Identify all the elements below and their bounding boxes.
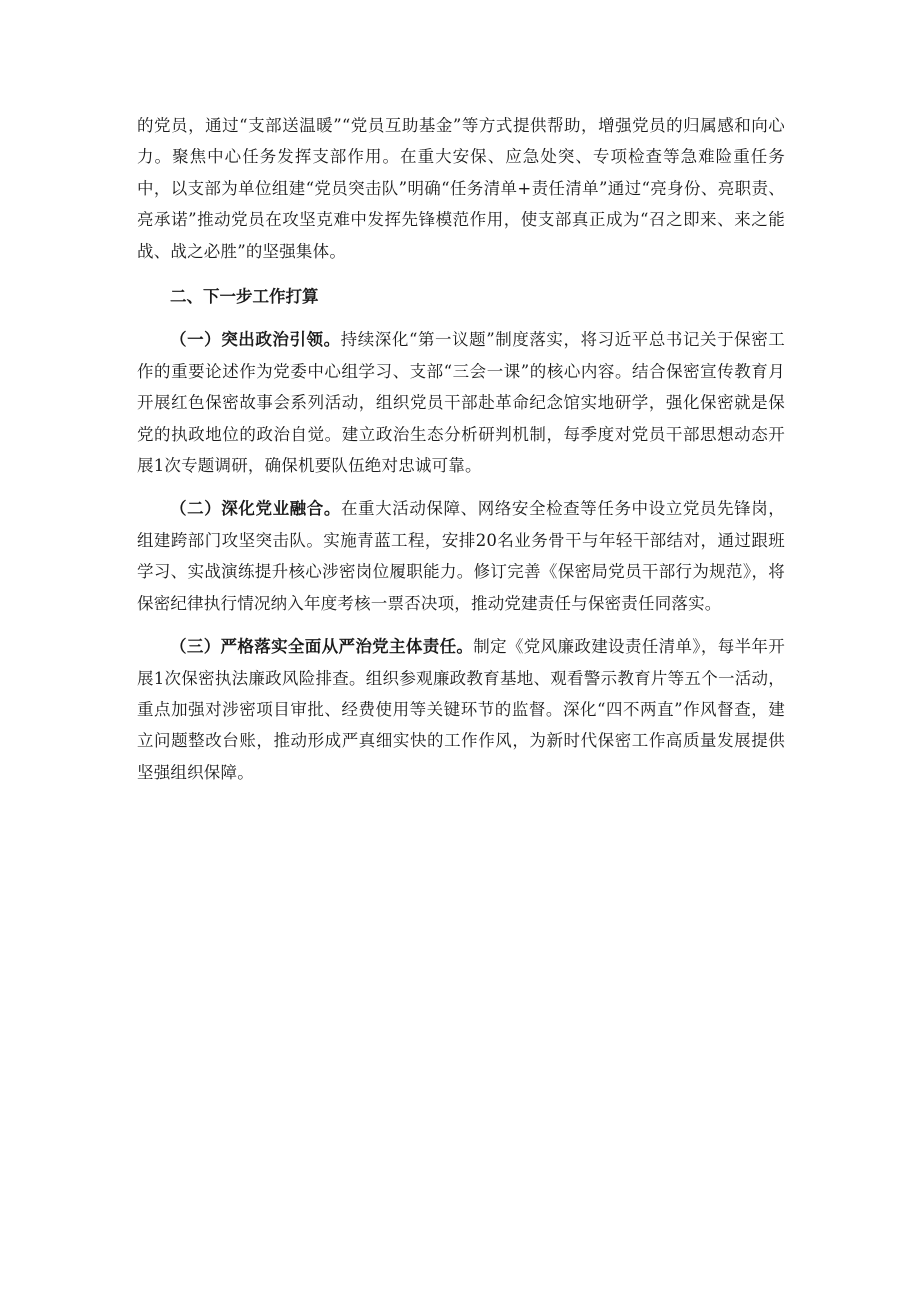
item-body-3: 制定《党风廉政建设责任清单》，每半年开展1次保密执法廉政风险排查。组织参观廉政教育基地、观看警示教育片等五个一活动，重点加强对涉密项目审批、经费使用等关键环节的监督。深化“四不两直”作风督查，建立问题整改台账，推动形成严真细实快的工作作风，为新时代保密工作高质量发展提供坚强组织保障。 bbox=[137, 637, 785, 782]
item-title-3: （三）严格落实全面从严治党主体责任。 bbox=[170, 637, 474, 657]
intro-paragraph: 的党员，通过“支部送温暖”“党员互助基金”等方式提供帮助，增强党员的归属感和向心力。聚焦中心任务发挥支部作用。在重大安保、应急处突、专项检查等急难险重任务中，以支部为单位组建“党员突击队”明确“任务清单+责任清单”通过“亮身份、亮职责、亮承诺”推动党员在攻坚克难中发挥先锋模范作用，使支部真正成为“召之即来、来之能战、战之必胜”的坚强集体。 bbox=[137, 116, 785, 261]
item-body-2: 在重大活动保障、网络安全检查等任务中设立党员先锋岗，组建跨部门攻坚突击队。实施青蓝工程，安排20名业务骨干与年轻干部结对，通过跟班学习、实战演练提升核心涉密岗位履职能力。修订完善《保密局党员干部行为规范》，将保密纪律执行情况纳入年度考核一票否决项，推动党建责任与保密责任同落实。 bbox=[137, 499, 786, 613]
item-paragraph-2 bbox=[137, 493, 785, 619]
document-page bbox=[137, 110, 785, 788]
section-heading: 二、下一步工作打算 bbox=[170, 287, 319, 307]
item-title-2: （二）深化党业融合。 bbox=[170, 499, 341, 519]
item-title-1: （一）突出政治引领。 bbox=[170, 330, 341, 350]
item-paragraph-3 bbox=[137, 631, 785, 788]
item-body-1: 持续深化“第一议题”制度落实，将习近平总书记关于保密工作的重要论述作为党委中心组学习、支部“三会一课”的核心内容。结合保密宣传教育月开展红色保密故事会系列活动，组织党员干部赴革命纪念馆实地研学，强化保密就是保党的执政地位的政治自觉。建立政治生态分析研判机制，每季度对党员干部思想动态开展1次专题调研，确保机要队伍绝对忠诚可靠。 bbox=[137, 330, 785, 476]
item-paragraph-1 bbox=[137, 324, 785, 481]
